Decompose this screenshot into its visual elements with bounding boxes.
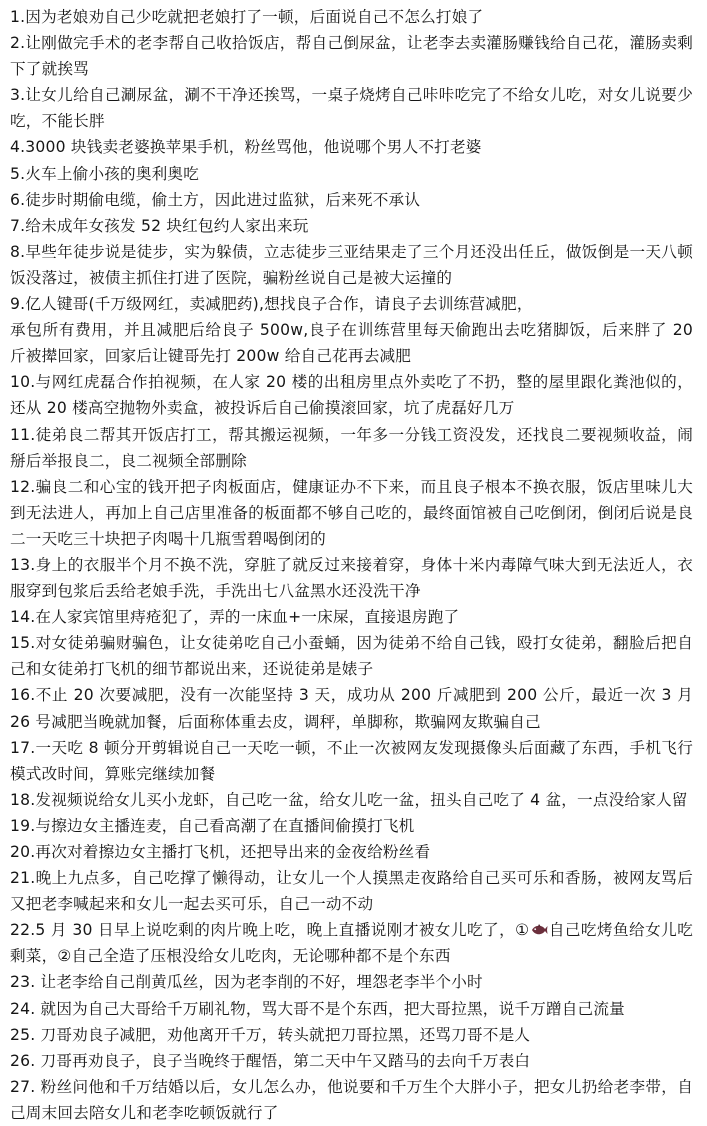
list-item: 24. 就因为自己大哥给千万刷礼物，骂大哥不是个东西，把大哥拉黑，说千万蹭自己流量 [10,999,625,1018]
list-item: 11.徒弟良二帮其开饭店打工，帮其搬运视频，一年多一分钱工资没发，还找良二要视频收益，闹掰后举报良二，良二视频全部删除 [10,425,693,470]
list-item: 4.3000 块钱卖老婆换苹果手机，粉丝骂他，他说哪个男人不打老婆 [10,138,482,157]
list-item: 25. 刀哥劝良子减肥，劝他离开千万，转头就把刀哥拉黑，还骂刀哥不是人 [10,1025,531,1044]
list-item: 26. 刀哥再劝良子，良子当晚终于醒悟，第二天中午又踏马的去向千万表白 [10,1051,531,1070]
list-item-text-after: 自己吃烤鱼给女儿吃剩菜，②自己全造了压根没给女儿吃肉，无论哪种都不是个东西 [10,921,693,966]
list-item [10,917,693,969]
list-item: 20.再次对着擦边女主播打飞机，还把导出来的金夜给粉丝看 [10,843,431,861]
list-item: 17.一天吃 8 顿分开剪辑说自己一天吃一顿，不止一次被网友发现摄像头后面藏了东西，手机飞行模式改时间，算账完继续加餐 [10,738,693,783]
list-item: 3.让女儿给自己涮尿盆，涮不干净还挨骂，一桌子烧烤自己咔咔吃完了不给女儿吃，对女儿说要少吃，不能长胖 [10,86,693,131]
list-item: 承包所有费用，并且减肥后给良子 500w,良子在训练营里每天偷跑出去吃猪脚饭，后来胖了 20 斤被撵回家，回家后让键哥先打 200w 给自己花再去减肥 [10,321,693,366]
fish-emoji-graphic [531,923,548,937]
list-item: 2.让刚做完手术的老李帮自己收拾饭店，帮自己倒尿盆，让老李去卖灌肠赚钱给自己花，灌肠卖剩下了就挨骂 [10,34,693,79]
list-item: 8.早些年徒步说是徒步，实为躲债，立志徒步三亚结果走了三个月还没出任丘，做饭倒是一天八顿饭没落过，被债主抓住打进了医院，骗粉丝说自己是被大运撞的 [10,242,693,287]
list-item: 15.对女徒弟骗财骗色，让女徒弟吃自己小蚕蛹，因为徒弟不给自己钱，殴打女徒弟，翻脸后把自己和女徒弟打飞机的细节都说出来，还说徒弟是婊子 [10,634,693,679]
list-item: 27. 粉丝问他和千万结婚以后，女儿怎么办，他说要和千万生个大胖小子，把女儿扔给老李带，自己周末回去陪女儿和老李吃顿饭就行了 [10,1077,693,1122]
list-item: 16.不止 20 次要减肥，没有一次能坚持 3 天，成功从 200 斤减肥到 200 公斤，最近一次 3 月 26 号减肥当晚就加餐，后面称体重去皮，调秤，单脚称，欺骗网友欺骗自己 [10,686,693,731]
list-item: 9.亿人键哥(千万级网红，卖减肥药),想找良子合作，请良子去训练营减肥， [10,295,533,314]
list-item: 1.因为老娘劝自己少吃就把老娘打了一顿，后面说自己不怎么打娘了 [10,8,484,26]
list-item: 19.与擦边女主播连麦，自己看高潮了在直播间偷摸打飞机 [10,816,415,835]
list-item: 14.在人家宾馆里痔疮犯了，弄的一床血+一床屎，直接退房跑了 [10,608,460,627]
list-item: 12.骗良二和心宝的钱开把子肉板面店，健康证办不下来，而且良子根本不换衣服，饭店里味儿大到无法进人，再加上自己店里准备的板面都不够自己吃的，最终面馆被自己吃倒闭，倒闭后说是良二一天吃三十块把子肉喝十几瓶雪碧喝倒闭的 [10,477,693,548]
list-item: 7.给未成年女孩发 52 块红包约人家出来玩 [10,216,309,235]
list-item: 10.与网红虎磊合作拍视频，在人家 20 楼的出租房里点外卖吃了不扔，整的屋里跟化粪池似的，还从 20 楼高空抛物外卖盒，被投诉后自己偷摸滚回家，坑了虎磊好几万 [10,373,693,418]
list-item: 23. 让老李给自己削黄瓜丝，因为老李削的不好，埋怨老李半个小时 [10,973,483,992]
list-item: 18.发视频说给女儿买小龙虾，自己吃一盆，给女儿吃一盆，扭头自己吃了 4 盆，一点没给家人留 [10,790,688,809]
numbered-list [10,4,693,1126]
list-item-text-before: 22.5 月 30 日早上说吃剩的肉片晚上吃，晚上直播说刚才被女儿吃了，① [10,921,530,940]
list-item: 13.身上的衣服半个月不换不洗，穿脏了就反过来接着穿，身体十米内毒障气味大到无法近人，衣服穿到包浆后丢给老娘手洗，手洗出七八盆黑水还没洗干净 [10,555,693,601]
list-item: 21.晚上九点多，自己吃撑了懒得动，让女儿一个人摸黑走夜路给自己买可乐和香肠，被网友骂后又把老李喊起来和女儿一起去买可乐，自己一动不动 [10,869,693,914]
list-item: 5.火车上偷小孩的奥利奥吃 [10,164,200,183]
fish-emoji-icon [531,919,548,933]
list-item: 6.徒步时期偷电缆，偷土方，因此进过监狱，后来死不承认 [10,190,421,209]
